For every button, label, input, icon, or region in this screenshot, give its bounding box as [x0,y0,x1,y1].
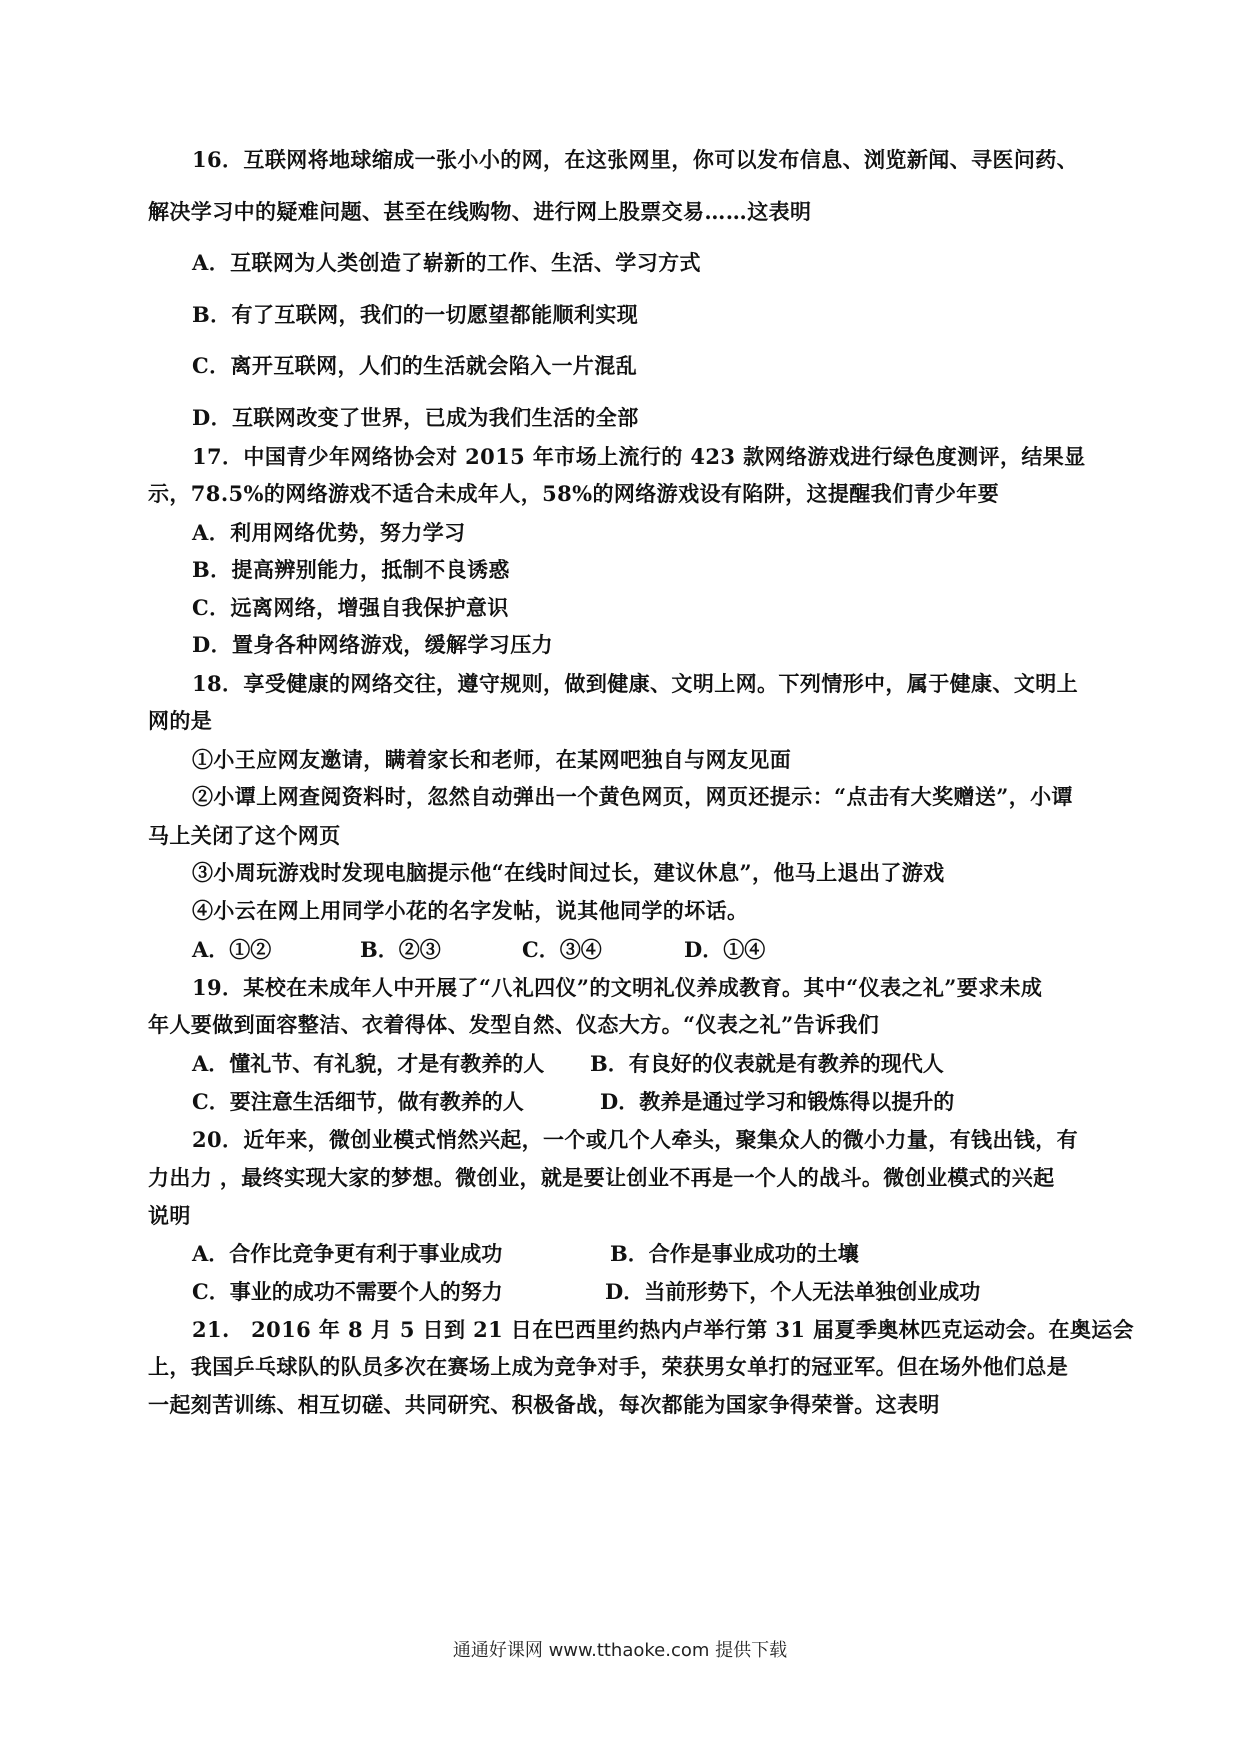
q17-option-d: D．置身各种网络游戏，缓解学习压力 [192,632,554,657]
q17-option-a: A．利用网络优势，努力学习 [192,520,466,545]
q19-option-a: A．懂礼节、有礼貌，才是有教养的人 [192,1051,545,1076]
q21-stem-line2: 上，我国乒乓球队的队员多次在赛场上成为竞争对手，荣获男女单打的冠亚军。但在场外他们总是 [148,1354,1069,1379]
q18-statement-2-line2: 马上关闭了这个网页 [148,823,341,848]
q17-stem-line1: 17．中国青少年网络协会对 2015 年市场上流行的 423 款网络游戏进行绿色度测评，结果显 [192,444,1086,469]
q19-stem-line1: 19．某校在未成年人中开展了“八礼四仪”的文明礼仪养成教育。其中“仪表之礼”要求未成 [192,975,1043,1000]
q20-stem-line3: 说明 [148,1203,191,1228]
q21-stem-line1: 21. 2016 年 8 月 5 日到 21 日在巴西里约热内卢举行第 31 届夏季奥林匹克运动会。在奥运会 [192,1317,1135,1342]
q20-option-d: D．当前形势下，个人无法单独创业成功 [605,1279,981,1304]
q20-stem-line1: 20．近年来，微创业模式悄然兴起，一个或几个人牵头，聚集众人的微小力量，有钱出钱，有 [192,1127,1079,1152]
q19-option-b: B．有良好的仪表就是有教养的现代人 [590,1051,944,1076]
q18-option-b: B．②③ [360,937,441,962]
q16-option-c: C．离开互联网，人们的生活就会陷入一片混乱 [192,353,638,378]
q20-option-c: C．事业的成功不需要个人的努力 [192,1279,503,1304]
q17-option-b: B．提高辨别能力，抵制不良诱惑 [192,557,510,582]
q18-option-a: A．①② [192,937,272,962]
q16-stem-line2: 解决学习中的疑难问题、甚至在线购物、进行网上股票交易……这表明 [148,199,812,224]
q20-stem-line2: 力出力 ，最终实现大家的梦想。微创业，就是要让创业不再是一个人的战斗。微创业模式的兴起 [148,1165,1055,1190]
q16-option-d: D．互联网改变了世界，已成为我们生活的全部 [192,405,639,430]
q20-option-a: A．合作比竞争更有利于事业成功 [192,1241,503,1266]
q17-stem-line2: 示，78.5%的网络游戏不适合未成年人，58%的网络游戏设有陷阱，这提醒我们青少年要 [148,481,1000,506]
q18-stem-line2: 网的是 [148,708,213,733]
q18-statement-2-line1: ②小谭上网查阅资料时，忽然自动弹出一个黄色网页，网页还提示：“点击有大奖赠送”，小谭 [192,784,1073,809]
q16-option-a: A．互联网为人类创造了崭新的工作、生活、学习方式 [192,250,701,275]
q18-option-d: D．①④ [684,937,766,962]
q18-statement-3: ③小周玩游戏时发现电脑提示他“在线时间过长，建议休息”，他马上退出了游戏 [192,860,945,885]
q18-stem-line1: 18．享受健康的网络交往，遵守规则，做到健康、文明上网。下列情形中，属于健康、文明上 [192,671,1079,696]
q16-option-b: B．有了互联网，我们的一切愿望都能顺利实现 [192,302,639,327]
q20-option-b: B．合作是事业成功的土壤 [610,1241,859,1266]
q19-stem-line2: 年人要做到面容整洁、衣着得体、发型自然、仪态大方。“仪表之礼”告诉我们 [148,1012,880,1037]
q18-statement-4: ④小云在网上用同学小花的名字发帖，说其他同学的坏话。 [192,898,749,923]
q17-option-c: C．远离网络，增强自我保护意识 [192,595,509,620]
q19-option-c: C．要注意生活细节，做有教养的人 [192,1089,524,1114]
q21-stem-line3: 一起刻苦训练、相互切磋、共同研究、积极备战，每次都能为国家争得荣誉。这表明 [148,1392,940,1417]
q18-statement-1: ①小王应网友邀请，瞒着家长和老师，在某网吧独自与网友见面 [192,747,792,772]
q18-option-c: C．③④ [522,937,602,962]
q19-option-d: D．教养是通过学习和锻炼得以提升的 [600,1089,955,1114]
q16-stem-line1: 16．互联网将地球缩成一张小小的网，在这张网里，你可以发布信息、浏览新闻、寻医问药、 [192,147,1079,172]
page-footer: 通通好课网 www.tthaoke.com 提供下载 [452,1640,788,1661]
